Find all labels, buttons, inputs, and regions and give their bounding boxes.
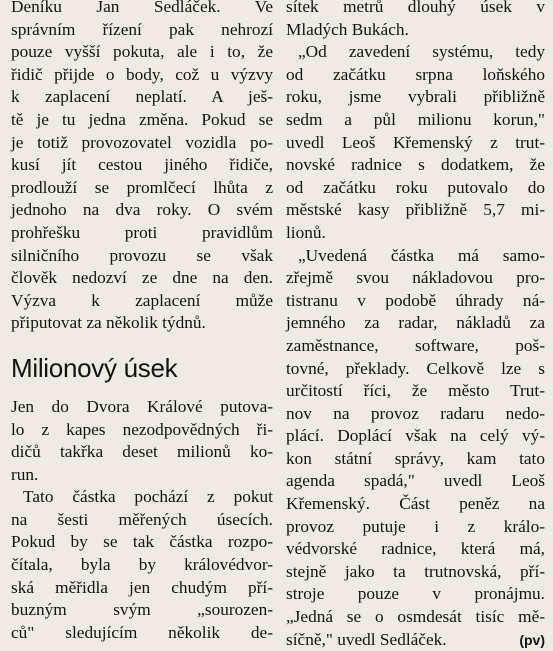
text-line: řidič přijde o body, což u výzvy bbox=[11, 64, 273, 84]
text-line: roku, jsme vybrali přibližně bbox=[286, 87, 545, 107]
text-line: jemného za radar, nákladů za bbox=[286, 313, 545, 333]
text-line: od začátku roku putovalo do bbox=[286, 177, 545, 197]
text-line: védvorské radnice, která má, bbox=[286, 539, 545, 559]
text-line: lionů. bbox=[286, 222, 326, 242]
text-line: Výzva k zaplacení může bbox=[11, 290, 273, 310]
text-line: run. bbox=[11, 464, 39, 484]
text-line: buzným svým „sourozen- bbox=[11, 600, 273, 620]
text-line: od začátku srpna loňského bbox=[286, 64, 545, 84]
text-line: agenda spadá," uvedl Leoš bbox=[286, 471, 545, 491]
text-line: určitostí říci, že město Trut- bbox=[286, 381, 545, 401]
paragraph bbox=[11, 486, 273, 644]
text-line: městské kasy přibližně 5,7 mi- bbox=[286, 200, 545, 220]
text-line: plácí. Doplácí však na celý vý- bbox=[286, 426, 545, 446]
text-line bbox=[286, 629, 545, 651]
text-line: čítala, byla by královédvor- bbox=[11, 555, 273, 575]
text-line: „Jedná se o osmdesát tisíc mě- bbox=[286, 607, 545, 627]
text-line: provoz putuje i z králo- bbox=[286, 516, 545, 536]
text-line: Tato částka pochází z pokut bbox=[23, 487, 273, 507]
text-line: Mladých Bukách. bbox=[286, 19, 409, 39]
text-line: Jen do Dvora Králové putova- bbox=[11, 396, 273, 416]
text-line: „Uvedená částka má samo- bbox=[298, 245, 545, 265]
final-sentence: síčně," uvedl Sedláček. bbox=[286, 629, 447, 649]
text-line: pouze vyšší pokuta, ale i to, že bbox=[11, 42, 273, 62]
text-line: uvedl Leoš Křemenský z trut- bbox=[286, 132, 545, 152]
text-line: prohřešku proti pravidlům bbox=[11, 222, 273, 242]
left-column bbox=[11, 0, 273, 644]
text-line: zřejmě svou nákladovou pro- bbox=[286, 268, 545, 288]
paragraph bbox=[286, 245, 545, 651]
text-line: tě je tu jedna změna. Pokud se bbox=[11, 109, 273, 129]
text-line: připutovat za několik týdnů. bbox=[11, 313, 206, 333]
text-line: silničního provozu se však bbox=[11, 245, 273, 265]
text-line: Pokud by se tak částka rozpo- bbox=[11, 532, 273, 552]
text-line: Křemenský. Část peněz na bbox=[286, 494, 545, 514]
text-line: ská měřidla jen chudým pří- bbox=[11, 577, 273, 597]
right-column bbox=[286, 0, 545, 651]
text-line: kon státní správy, kam tato bbox=[286, 448, 545, 468]
text-line: novské radnice s dodatkem, že bbox=[286, 155, 545, 175]
paragraph bbox=[286, 41, 545, 244]
text-line: tistranu v podobě úhrady ná- bbox=[286, 290, 545, 310]
text-line: zaměstnance, software, poš- bbox=[286, 335, 545, 355]
paragraph bbox=[11, 0, 273, 335]
author-byline: (pv) bbox=[519, 631, 545, 648]
paragraph bbox=[286, 0, 545, 41]
section-subheading: Milionový úsek bbox=[11, 352, 178, 383]
text-line: k zaplacení neplatí. A ješ- bbox=[11, 87, 273, 107]
text-line: stroje pouze v pronájmu. bbox=[286, 584, 545, 604]
text-line: ců" sledujícím několik de- bbox=[11, 622, 273, 642]
text-line: stejně jako ta trutnovská, pří- bbox=[286, 561, 545, 581]
text-line: sítek metrů dlouhý úsek v bbox=[286, 0, 545, 16]
text-line: na šesti měřených úsecích. bbox=[11, 509, 273, 529]
text-line: jednoho na dva roky. O svém bbox=[11, 200, 273, 220]
text-line: nov na provoz radaru nedo- bbox=[286, 403, 545, 423]
text-line: je totiž provozovatel vozidla po- bbox=[11, 132, 273, 152]
text-line: sedm a půl milionu korun," bbox=[286, 109, 545, 129]
text-line: tovné, překlady. Celkově lze s bbox=[286, 358, 545, 378]
text-line: kusí jít cestou jiného řidiče, bbox=[11, 155, 273, 175]
text-line: prodlouží se promlčecí lhůta z bbox=[11, 177, 273, 197]
text-line: člověk nedozví ze dne na den. bbox=[11, 268, 273, 288]
text-line: správním řízení pak nehrozí bbox=[11, 19, 273, 39]
text-line: Deníku Jan Sedláček. Ve bbox=[11, 0, 273, 16]
text-line: „Od zavedení systému, tedy bbox=[298, 42, 545, 62]
text-line: lo z kapes nezodpovědných ři- bbox=[11, 419, 273, 439]
text-line: dičů takřka deset milionů ko- bbox=[11, 442, 273, 462]
paragraph bbox=[11, 396, 273, 486]
